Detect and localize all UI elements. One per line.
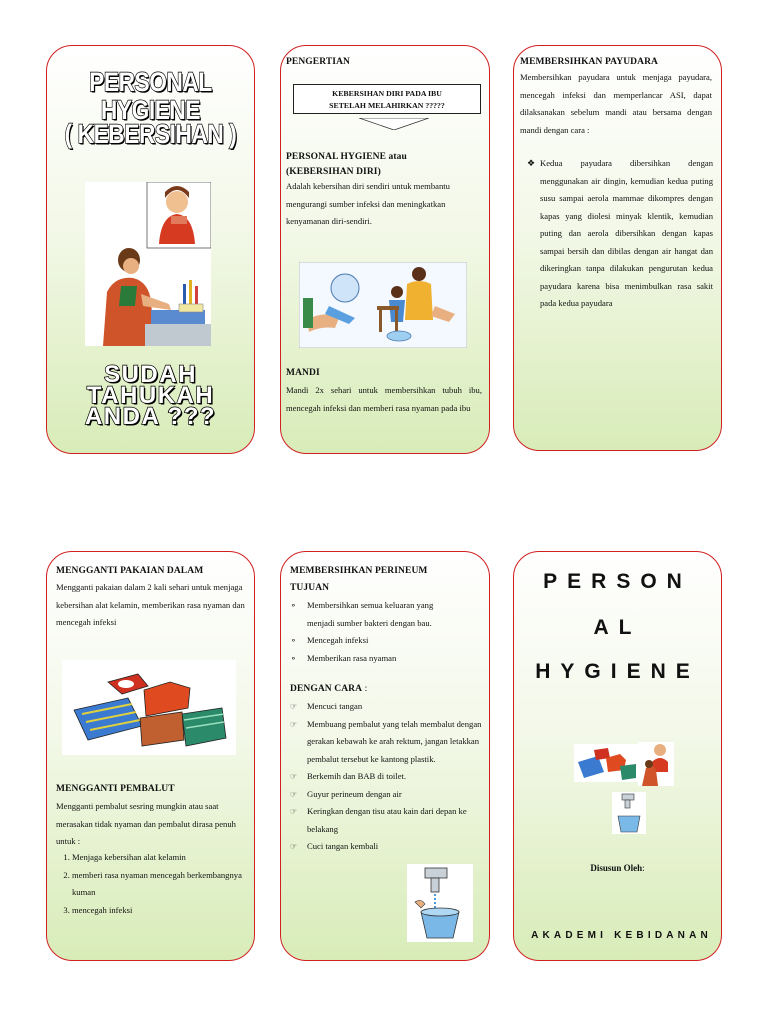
list-item: ⚬ Membersihkan semua keluaran yang menjadi sumber bakteri dengan bau.	[287, 597, 463, 632]
bullet-icon: ⚬	[290, 636, 297, 645]
list-item: ☞ Keringkan dengan tisu atau kain dari depan ke belakang	[287, 803, 483, 838]
list-item: 3. mencegah infeksi	[72, 902, 242, 920]
perineum-panel	[280, 551, 490, 961]
pointing-hand-icon: ☞	[290, 789, 298, 799]
definition-heading	[286, 150, 407, 180]
pembalut-list	[56, 849, 242, 919]
back-title-line3: HYGIENE	[535, 660, 700, 683]
payudara-panel	[513, 45, 722, 451]
pakaian-heading: MENGGANTI PAKAIAN DALAM	[56, 566, 204, 576]
author-label: Disusun Oleh:	[590, 863, 645, 873]
question-box	[293, 84, 481, 114]
question-line2: SETELAH MELAHIRKAN ?????	[329, 101, 445, 110]
faucet-basin-image	[407, 864, 473, 942]
pengertian-panel	[280, 45, 490, 454]
tagline-line3: ANDA ???	[84, 403, 217, 430]
faucet-basin-illustration	[407, 864, 473, 942]
cover-title-line1: PERSONAL HYGIENE	[89, 67, 212, 126]
cover-title-line2: ( KEBERSIHAN )	[64, 119, 237, 149]
down-arrow-icon	[359, 118, 429, 130]
clothes-thumbnail	[574, 744, 638, 782]
institution-name: AKADEMI KEBIDANAN	[531, 930, 712, 941]
mother-thumbnail	[638, 742, 674, 786]
back-cover-panel	[513, 551, 722, 961]
pembalut-text: Mengganti pembalut sesring mungkin atau saat merasakan tidak nyaman dan pembalut dirasa penuh untuk :	[56, 801, 236, 846]
cara-heading: DENGAN CARA :	[290, 684, 368, 694]
handwashing-illustration	[299, 262, 467, 348]
faucet-thumbnail	[612, 792, 646, 834]
bullet-icon: ⚬	[290, 601, 297, 610]
back-title-line2: AL	[593, 616, 642, 639]
list-item: ⚬ Memberikan rasa nyaman	[287, 650, 463, 668]
list-item: 2. memberi rasa nyaman mencegah berkembangnya kuman	[72, 867, 242, 902]
mother-thumbnail-image	[638, 742, 674, 786]
list-item: ⚬ Mencegah infeksi	[287, 632, 463, 650]
tujuan-list	[287, 597, 463, 667]
question-line1: KEBERSIHAN DIRI PADA IBU	[332, 89, 442, 98]
cara-list	[287, 698, 483, 856]
list-item: ☞ Mencuci tangan	[287, 698, 483, 716]
cover-panel	[46, 45, 255, 454]
pembalut-heading: MENGGANTI PEMBALUT	[56, 784, 175, 794]
pengertian-heading: PENGERTIAN	[286, 57, 351, 67]
pointing-hand-icon: ☞	[290, 807, 298, 816]
payudara-bullet-item	[527, 155, 713, 313]
list-item: ☞ Membuang pembalut yang telah membalut dengan gerakan kebawah ke arah rektum, jangan letakkan pembalut tersebut ke kantong plastik.	[287, 716, 483, 769]
mother-washing-illustration	[85, 182, 211, 346]
payudara-bullet-text: Kedua payudara dibersihkan dengan menggunakan air dingin, kemudian kedua puting susu sampai aerola mammae dikompres dengan kapas yang diolesi minyak klentik, kemudian puting dan aerola dibersihkan dengan kapas sampai bersih dan dibilas dengan air hangat dan dikeringkan tanpa dilakukan pengurutan kedua payudara karena bisa menimbulkan rasa sakit pada kedua payudara	[540, 158, 713, 308]
mother-washing-image	[85, 182, 211, 346]
definition-text: Adalah kebersihan diri sendiri untuk membantu mengurangi sumber infeksi dan meningkatkan kenyamanan diri-sendiri.	[286, 181, 450, 226]
tagline-line1: SUDAH	[104, 361, 197, 388]
clothes-illustration	[62, 660, 236, 755]
clothes-image	[62, 660, 236, 755]
definition-heading-line1: PERSONAL HYGIENE atau	[286, 152, 407, 162]
tujuan-heading: TUJUAN	[290, 583, 330, 593]
pointing-hand-icon: ☞	[290, 719, 298, 729]
pointing-hand-icon: ☞	[290, 772, 298, 781]
clothes-thumbnail-image	[574, 744, 638, 782]
pakaian-text: Mengganti pakaian dalam 2 kali sehari untuk menjaga kebersihan alat kelamin, memberikan rasa nyaman dan mencegah infeksi	[56, 582, 245, 627]
pointing-hand-icon: ☞	[290, 702, 298, 711]
tagline-line2: TAHUKAH	[86, 382, 215, 409]
mandi-heading: MANDI	[286, 368, 320, 378]
pointing-hand-icon: ☞	[290, 842, 298, 851]
handwashing-image	[299, 262, 467, 348]
payudara-heading: MEMBERSIHKAN PAYUDARA	[520, 57, 659, 67]
mandi-text: Mandi 2x sehari untuk membersihkan tubuh ibu, mencegah infeksi dan memberi rasa nyaman pada ibu	[286, 385, 482, 413]
cover-tagline	[47, 361, 254, 430]
definition-heading-line2: (KEBERSIHAN DIRI)	[286, 167, 381, 177]
diamond-bullet-icon: ❖	[527, 158, 536, 168]
faucet-thumbnail-image	[612, 792, 646, 834]
list-item: ☞ Cuci tangan kembali	[287, 838, 483, 856]
list-item: 1. Menjaga kebersihan alat kelamin	[72, 849, 242, 867]
back-title-line1: PERSON	[543, 570, 692, 593]
list-item: ☞ Berkemih dan BAB di toilet.	[287, 768, 483, 786]
perineum-heading: MEMBERSIHKAN PERINEUM	[290, 566, 428, 576]
list-item: ☞ Guyur perineum dengan air	[287, 786, 483, 804]
bullet-icon: ⚬	[290, 653, 297, 663]
pakaian-panel	[46, 551, 255, 961]
payudara-intro: Membersihkan payudara untuk menjaga payudara, mencegah infeksi dan memperlancar ASI, dapat dilaksanakan sebelum mandi atau bersama dengan mandi dengan cara :	[520, 72, 712, 135]
